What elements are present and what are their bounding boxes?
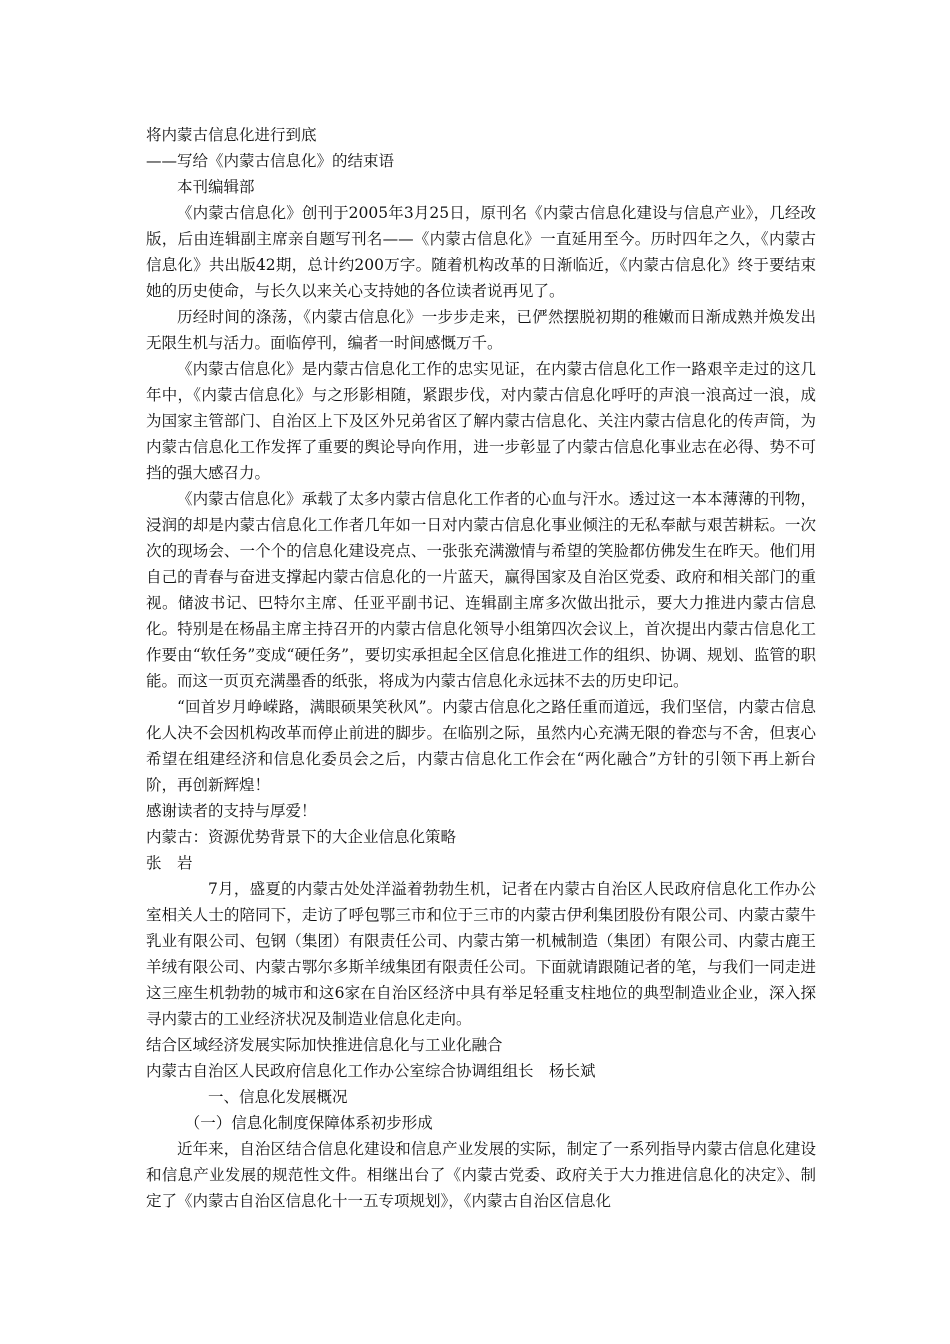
article1-paragraph-5: “回首岁月峥嵘路，满眼硕果笑秋风”。内蒙古信息化之路任重而道远，我们坚信，内蒙古信息化人决不会因机构改革而停止前进的脚步。在临别之际，虽然内心充满无限的眷恋与不舍，但衷心希望在组建经济和信息化委员会之后，内蒙古信息化工作会在“两化融合”方针的引领下再上新台阶，再创新辉煌！ xyxy=(146,698,816,794)
article3-paragraph: 近年来，自治区结合信息化建设和信息产业发展的实际，制定了一系列指导内蒙古信息化建设和信息产业发展的规范性文件。相继出台了《内蒙古党委、政府关于大力推进信息化的决定》、制定了《内蒙古自治区信息化十一五专项规划》，《内蒙古自治区信息化 xyxy=(146,1140,816,1210)
article1-closing: 感谢读者的支持与厚爱！ xyxy=(146,802,317,820)
document-page xyxy=(146,122,816,1214)
article2-author: 张 岩 xyxy=(146,854,193,872)
article2-title: 内蒙古：资源优势背景下的大企业信息化策略 xyxy=(146,828,457,846)
article1-subtitle: ——写给《内蒙古信息化》的结束语 xyxy=(146,152,395,170)
article1-paragraph-4: 《内蒙古信息化》承载了太多内蒙古信息化工作者的心血与汗水。透过这一本本薄薄的刊物，浸润的却是内蒙古信息化工作者几年如一日对内蒙古信息化事业倾注的无私奉献与艰苦耕耘。一次次的现场会、一个个的信息化建设亮点、一张张充满激情与希望的笑脸都仿佛发生在昨天。他们用自己的青春与奋进支撑起内蒙古信息化的一片蓝天，赢得国家及自治区党委、政府和相关部门的重视。储波书记、巴特尔主席、任亚平副书记、连辑副主席多次做出批示，要大力推进内蒙古信息化。特别是在杨晶主席主持召开的内蒙古信息化领导小组第四次会议上，首次提出内蒙古信息化工作要由“软任务”变成“硬任务”，要切实承担起全区信息化推进工作的组织、协调、规划、监管的职能。而这一页页充满墨香的纸张，将成为内蒙古信息化永远抹不去的历史印记。 xyxy=(146,490,816,690)
article3-section-heading: 一、信息化发展概况 xyxy=(208,1088,348,1106)
article3-title: 结合区域经济发展实际加快推进信息化与工业化融合 xyxy=(146,1036,503,1054)
article1-title: 将内蒙古信息化进行到底 xyxy=(146,126,317,144)
article2-intro: 7月，盛夏的内蒙古处处洋溢着勃勃生机，记者在内蒙古自治区人民政府信息化工作办公室相关人士的陪同下，走访了呼包鄂三市和位于三市的内蒙古伊利集团股份有限公司、内蒙古蒙牛乳业有限公司、包钢（集团）有限责任公司、内蒙古第一机械制造（集团）有限公司、内蒙古鹿王羊绒有限公司、内蒙古鄂尔多斯羊绒集团有限责任公司。下面就请跟随记者的笔，与我们一同走进这三座生机勃勃的城市和这6家在自治区经济中具有举足轻重支柱地位的典型制造业企业，深入探寻内蒙古的工业经济状况及制造业信息化走向。 xyxy=(146,880,816,1028)
article1-paragraph-1: 《内蒙古信息化》创刊于2005年3月25日，原刊名《内蒙古信息化建设与信息产业》，几经改版，后由连辑副主席亲自题写刊名——《内蒙古信息化》一直延用至今。历时四年之久，《内蒙古信息化》共出版42期，总计约200万字。随着机构改革的日渐临近，《内蒙古信息化》终于要结束她的历史使命，与长久以来关心支持她的各位读者说再见了。 xyxy=(146,204,816,300)
article1-paragraph-3: 《内蒙古信息化》是内蒙古信息化工作的忠实见证，在内蒙古信息化工作一路艰辛走过的这几年中，《内蒙古信息化》与之形影相随，紧跟步伐，对内蒙古信息化呼吁的声浪一浪高过一浪，成为国家主管部门、自治区上下及区外兄弟省区了解内蒙古信息化、关注内蒙古信息化的传声筒，为内蒙古信息化工作发挥了重要的舆论导向作用，进一步彰显了内蒙古信息化事业志在必得、势不可挡的强大感召力。 xyxy=(146,360,816,482)
article3-subsection-heading: （一）信息化制度保障体系初步形成 xyxy=(184,1114,433,1132)
article1-paragraph-2: 历经时间的涤荡，《内蒙古信息化》一步步走来，已俨然摆脱初期的稚嫩而日渐成熟并焕发出无限生机与活力。面临停刊，编者一时间感慨万千。 xyxy=(146,308,816,352)
article1-author: 本刊编辑部 xyxy=(177,178,255,196)
article3-author: 内蒙古自治区人民政府信息化工作办公室综合协调组组长 杨长斌 xyxy=(146,1062,596,1080)
